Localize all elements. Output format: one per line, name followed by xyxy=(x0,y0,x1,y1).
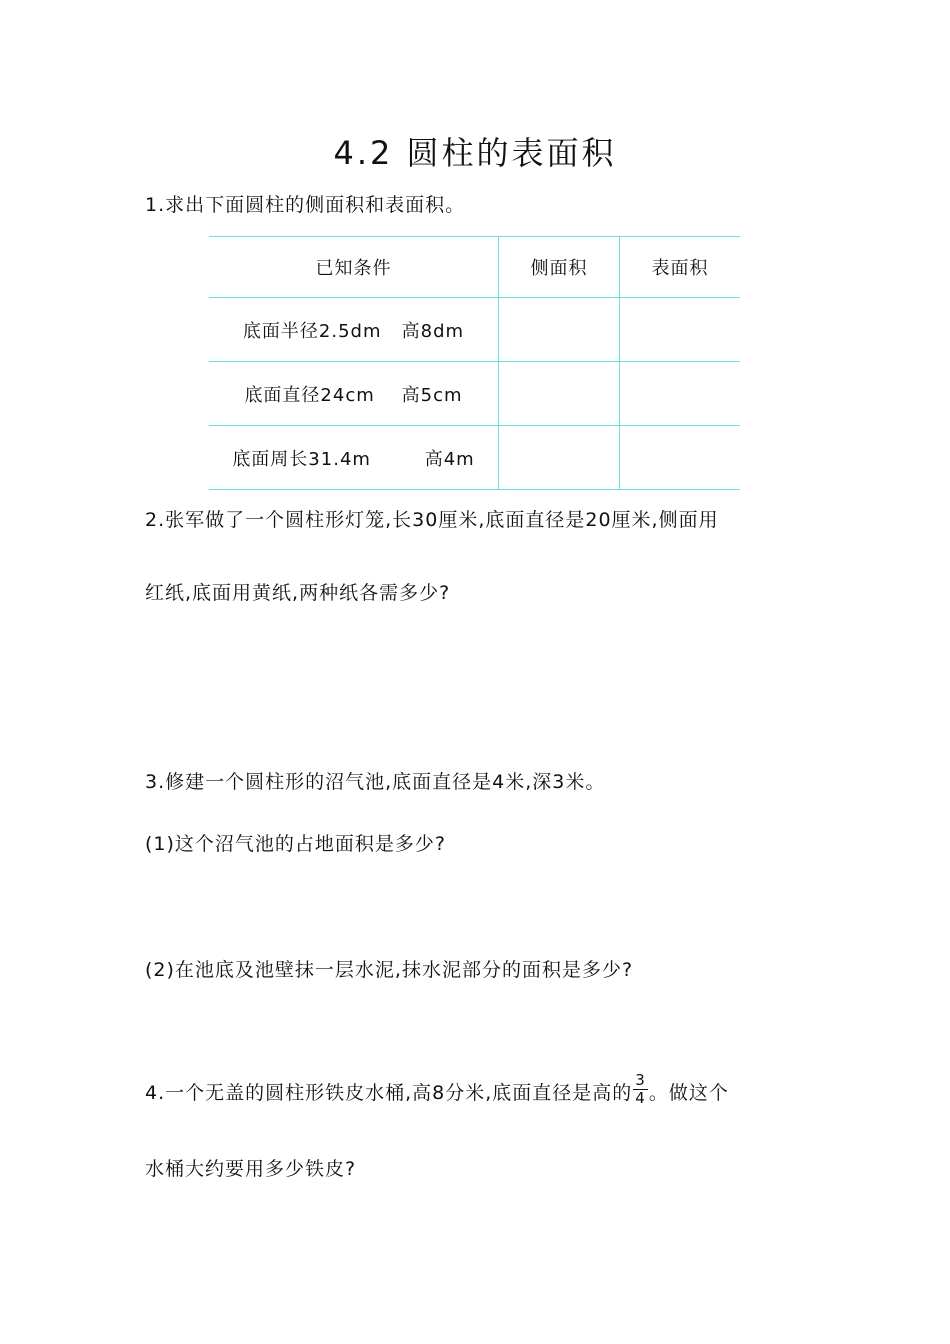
table-row xyxy=(209,426,740,490)
answer-cell xyxy=(620,298,741,362)
header-surface-area: 表面积 xyxy=(620,237,741,298)
fraction-three-quarters xyxy=(633,1073,648,1106)
question-4-line-2: 水桶大约要用多少铁皮? xyxy=(145,1158,357,1180)
answer-cell xyxy=(499,362,620,426)
question-3-sub-1: (1)这个沼气池的占地面积是多少? xyxy=(145,833,446,855)
question-4-text-before: 4.一个无盖的圆柱形铁皮水桶,高8分米,底面直径是高的 xyxy=(145,1082,633,1104)
question-2-line-1: 2.张军做了一个圆柱形灯笼,长30厘米,底面直径是20厘米,侧面用 xyxy=(145,509,719,531)
fraction-numerator: 3 xyxy=(635,1071,646,1089)
table-header-row xyxy=(209,237,740,298)
question-1-text: 1.求出下面圆柱的侧面积和表面积。 xyxy=(145,194,466,216)
table-row xyxy=(209,362,740,426)
fraction-denominator: 4 xyxy=(635,1089,646,1107)
page-title: 4.2 圆柱的表面积 xyxy=(333,134,617,172)
question-4-line-1 xyxy=(145,1071,729,1110)
answer-cell xyxy=(620,362,741,426)
question-2-line-2: 红纸,底面用黄纸,两种纸各需多少? xyxy=(145,582,451,604)
answer-cell xyxy=(620,426,741,490)
question-3-text: 3.修建一个圆柱形的沼气池,底面直径是4米,深3米。 xyxy=(145,771,606,793)
condition-cell: 底面直径24cm 高5cm xyxy=(209,362,499,426)
header-lateral-area: 侧面积 xyxy=(499,237,620,298)
answer-cell xyxy=(499,426,620,490)
table-row xyxy=(209,298,740,362)
condition-cell: 底面半径2.5dm 高8dm xyxy=(209,298,499,362)
answer-cell xyxy=(499,298,620,362)
question-3-sub-2: (2)在池底及池壁抹一层水泥,抹水泥部分的面积是多少? xyxy=(145,959,634,981)
conditions-table xyxy=(209,236,740,490)
question-4-text-after: 。做这个 xyxy=(648,1082,729,1104)
header-known-conditions: 已知条件 xyxy=(209,237,499,298)
condition-cell: 底面周长31.4m 高4m xyxy=(209,426,499,490)
